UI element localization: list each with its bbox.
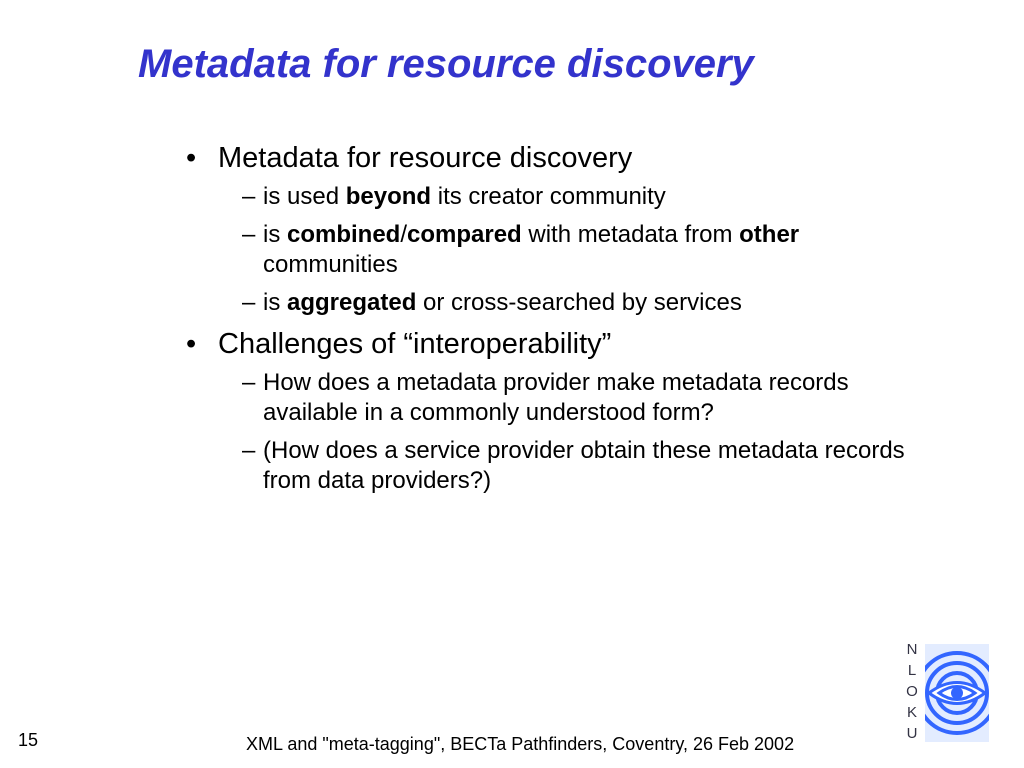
logo-wordmark [901, 639, 923, 744]
dash-icon: – [242, 437, 256, 464]
bullet-icon: • [186, 328, 197, 360]
sub-bullet-combined [242, 220, 926, 280]
bullet-text: Metadata for resource discovery [218, 142, 633, 174]
sub-bullet-separator: / [400, 221, 408, 248]
bullet-interoperability [186, 326, 926, 362]
bullet-list [186, 140, 926, 504]
logo-letter: L [907, 662, 917, 679]
sub-bullet-bold-combined: combined [287, 221, 401, 248]
logo-letter: K [906, 704, 917, 721]
sub-bullet-text: (How does a service provider obtain these metadata records from data providers?) [263, 437, 905, 494]
dash-icon: – [242, 183, 256, 210]
logo-letter: N [906, 641, 918, 658]
sub-bullet-service-provider [242, 436, 926, 496]
sub-bullet-metadata-provider [242, 368, 926, 428]
sub-bullet-text-pre: is [263, 221, 287, 248]
sub-bullet-text: How does a metadata provider make metadata records available in a commonly understood form? [263, 369, 849, 426]
sub-bullet-text-post: communities [263, 251, 398, 278]
dash-icon: – [242, 289, 256, 316]
sub-bullet-text-post: its creator community [431, 183, 666, 210]
sub-bullet-bold-beyond: beyond [345, 183, 432, 210]
sub-bullet-text-pre: is [263, 289, 287, 316]
logo-letter: U [906, 725, 918, 742]
bullet-metadata-discovery [186, 140, 926, 176]
ukoln-logo-icon [925, 644, 989, 742]
bullet-icon: • [186, 142, 197, 174]
sub-bullet-bold-compared: compared [407, 221, 522, 248]
sub-bullet-bold-aggregated: aggregated [287, 289, 417, 316]
sub-bullet-bold-other: other [739, 221, 800, 248]
logo-letter: O [906, 683, 918, 700]
dash-icon: – [242, 369, 256, 396]
bullet-text: Challenges of “interoperability” [218, 328, 612, 360]
slide-title: Metadata for resource discovery [138, 42, 754, 86]
sub-bullet-text-pre: is used [263, 183, 346, 210]
sub-bullet-text-mid: with metadata from [521, 221, 740, 248]
sub-bullet-text-post: or cross-searched by services [416, 289, 742, 316]
sub-bullet-aggregated [242, 288, 926, 318]
footer-text: XML and "meta-tagging", BECTa Pathfinders, Coventry, 26 Feb 2002 [246, 734, 795, 754]
dash-icon: – [242, 221, 256, 248]
page-number: 15 [18, 730, 39, 750]
sub-bullet-beyond [242, 182, 926, 212]
